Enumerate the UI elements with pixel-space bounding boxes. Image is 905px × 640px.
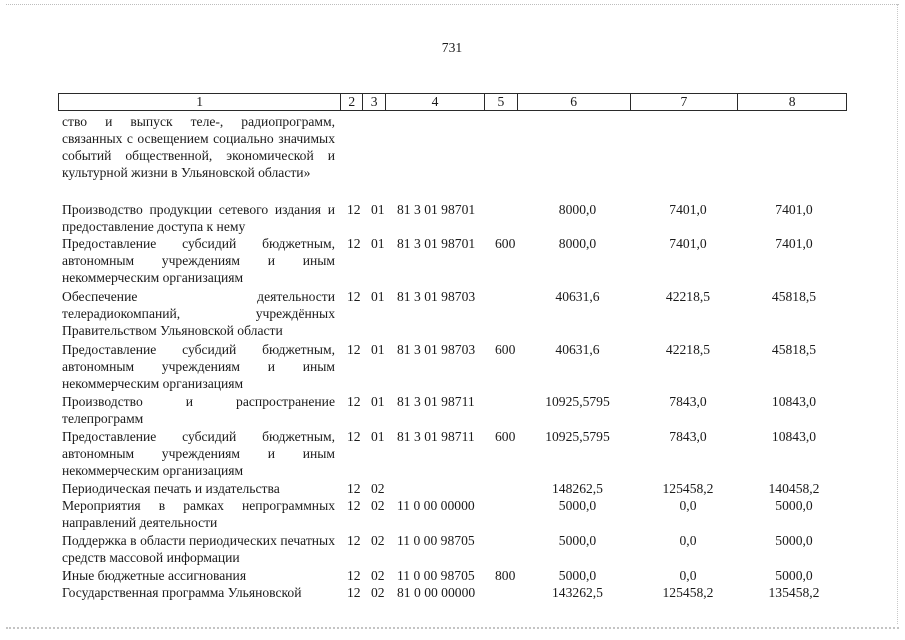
row-target-article: 81 3 01 98711 — [397, 429, 475, 444]
row-value-year3: 5000,0 — [775, 533, 813, 548]
row-subsection: 02 — [371, 498, 385, 513]
row-value-year1: 8000,0 — [558, 236, 597, 251]
row-value-year2: 7401,0 — [669, 236, 707, 251]
header-col-name: 1 — [196, 94, 204, 109]
header-col-target-article: 4 — [385, 94, 484, 110]
row-value-year3: 140458,2 — [768, 481, 820, 496]
row-section: 12 — [347, 429, 361, 444]
row-value-year1: 10925,5795 — [545, 394, 610, 409]
row-value-year3: 45818,5 — [771, 289, 817, 304]
row-section: 12 — [347, 342, 361, 357]
table-header — [58, 93, 847, 111]
row-section: 12 — [347, 481, 361, 496]
header-col-year3: 8 — [737, 94, 846, 110]
row-expense-type: 600 — [495, 236, 516, 251]
header-col-year2: 7 — [630, 94, 738, 110]
scan-edge-right — [897, 4, 898, 624]
row-name: Государственная программа Ульяновской — [62, 585, 302, 600]
row-subsection: 02 — [371, 585, 385, 600]
row-section: 12 — [347, 236, 361, 251]
row-value-year1: 5000,0 — [558, 498, 597, 513]
page-number: 731 — [441, 40, 463, 55]
row-value-year2: 0,0 — [679, 533, 697, 548]
row-name: Мероприятия в рамках непрограммных направлений деятельности — [62, 498, 335, 530]
row-subsection: 01 — [371, 394, 385, 409]
row-section: 12 — [347, 202, 361, 217]
row-expense-type: 600 — [495, 429, 516, 444]
row-section: 12 — [347, 533, 361, 548]
row-section: 12 — [347, 289, 361, 304]
row-expense-type: 800 — [495, 568, 516, 583]
row-value-year3: 10843,0 — [771, 429, 817, 444]
row-name: Периодическая печать и издательства — [62, 481, 280, 496]
row-target-article: 81 3 01 98703 — [397, 342, 476, 357]
row-name: Производство продукции сетевого издания и предоставление доступа к нему — [62, 202, 335, 234]
row-value-year1: 5000,0 — [558, 568, 597, 583]
row-expense-type: 600 — [495, 342, 516, 357]
row-subsection: 02 — [371, 533, 385, 548]
row-section: 12 — [347, 568, 361, 583]
scan-edge-top — [6, 4, 899, 5]
row-value-year2: 7843,0 — [669, 394, 707, 409]
header-col-section: 2 — [340, 94, 362, 110]
header-col-subsection: 3 — [362, 94, 385, 110]
row-subsection: 02 — [371, 568, 385, 583]
row-value-year2: 0,0 — [679, 498, 697, 513]
scan-edge-bottom — [6, 627, 899, 629]
row-subsection: 02 — [371, 481, 385, 496]
row-name: Обеспечение деятельности телерадиокомпаний, учреждённых Правительством Ульяновской области — [62, 289, 335, 338]
row-section: 12 — [347, 585, 361, 600]
row-value-year3: 135458,2 — [768, 585, 820, 600]
row-target-article: 81 3 01 98711 — [397, 394, 475, 409]
row-value-year2: 125458,2 — [662, 585, 714, 600]
row-name: Поддержка в области периодических печатных средств массовой информации — [62, 533, 335, 565]
row-value-year3: 5000,0 — [775, 498, 813, 513]
row-value-year1: 40631,6 — [555, 342, 600, 357]
row-subsection: 01 — [371, 289, 385, 304]
row-target-article: 11 0 00 98705 — [397, 568, 475, 583]
row-target-article: 81 3 01 98701 — [397, 236, 476, 251]
row-value-year2: 125458,2 — [662, 481, 714, 496]
row-target-article: 11 0 00 00000 — [397, 498, 475, 513]
row-name: Производство и распространение телепрограмм — [62, 394, 335, 426]
row-value-year1: 10925,5795 — [545, 429, 610, 444]
row-value-year3: 7401,0 — [775, 236, 813, 251]
row-value-year2: 0,0 — [679, 568, 697, 583]
row-name: Иные бюджетные ассигнования — [62, 568, 247, 583]
row-value-year1: 5000,0 — [558, 533, 597, 548]
row-target-article: 81 0 00 00000 — [397, 585, 476, 600]
row-name: Предоставление субсидий бюджетным, автономным учреждениям и иным некоммерческим организациям — [62, 429, 335, 478]
row-value-year2: 42218,5 — [665, 289, 711, 304]
row-target-article: 81 3 01 98703 — [397, 289, 476, 304]
header-col-year1: 6 — [517, 94, 630, 110]
row-target-article: 81 3 01 98701 — [397, 202, 476, 217]
row-name: Предоставление субсидий бюджетным, автономным учреждениям и иным некоммерческим организациям — [62, 342, 335, 391]
row-name: Предоставление субсидий бюджетным, автономным учреждениям и иным некоммерческим организациям — [62, 236, 335, 285]
row-value-year2: 42218,5 — [665, 342, 711, 357]
row-subsection: 01 — [371, 342, 385, 357]
row-section: 12 — [347, 498, 361, 513]
row-subsection: 01 — [371, 202, 385, 217]
row-value-year1: 8000,0 — [558, 202, 597, 217]
row-value-year2: 7401,0 — [669, 202, 707, 217]
row-value-year3: 45818,5 — [771, 342, 817, 357]
row-value-year2: 7843,0 — [669, 429, 707, 444]
row-subsection: 01 — [371, 429, 385, 444]
row-value-year3: 10843,0 — [771, 394, 817, 409]
header-col-expense-type: 5 — [484, 94, 517, 110]
row-value-year1: 148262,5 — [552, 481, 603, 496]
row-name: ство и выпуск теле-, радиопрограмм, связанных с освещением социально значимых событий общественной, экономической и культурной жизни в Ульяновской области» — [62, 114, 335, 180]
row-value-year1: 143262,5 — [552, 585, 603, 600]
row-subsection: 01 — [371, 236, 385, 251]
row-value-year3: 7401,0 — [775, 202, 813, 217]
row-target-article: 11 0 00 98705 — [397, 533, 475, 548]
row-section: 12 — [347, 394, 361, 409]
row-value-year1: 40631,6 — [555, 289, 600, 304]
row-value-year3: 5000,0 — [775, 568, 813, 583]
